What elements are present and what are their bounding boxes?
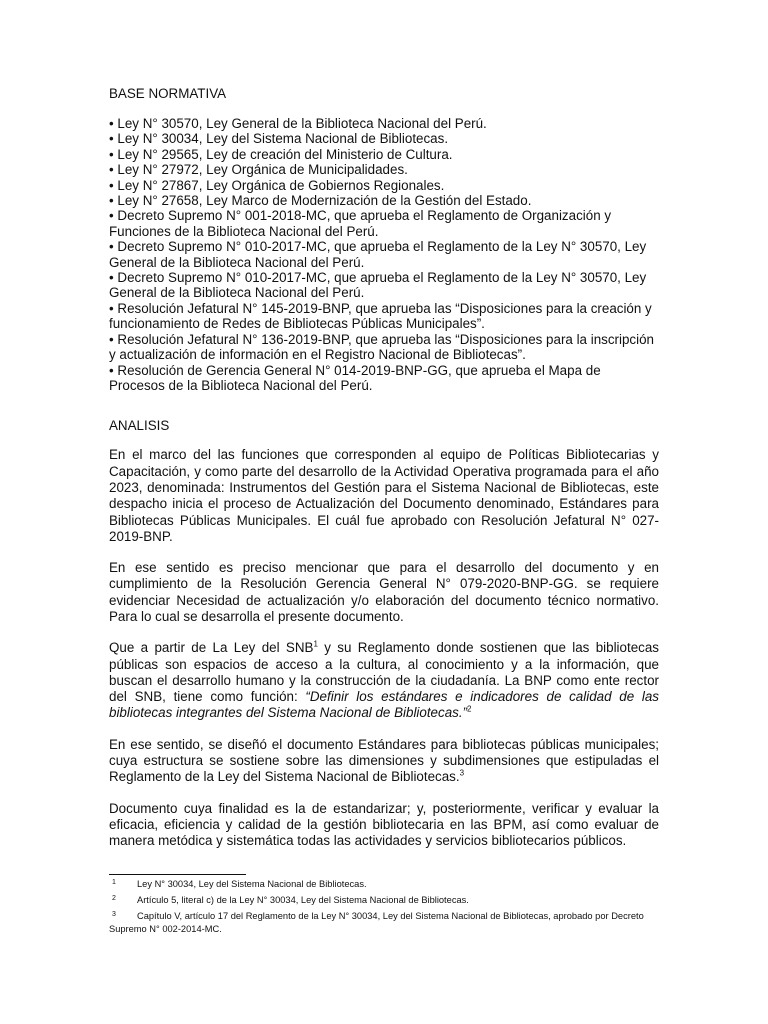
footnote-number: 2 xyxy=(112,895,116,902)
paragraph-text: y su Reglamento donde sostienen que las bibliotecas públicas son espacios de acceso a la cultura, al conocimiento y a la información, que buscan el desarrollo humano y la construcción de la ciudadanía. La BNP como ente rector del SNB, tiene como función: xyxy=(109,640,659,705)
footnote-divider xyxy=(109,874,246,875)
footnote-2 xyxy=(109,894,649,907)
list-item: • Resolución de Gerencia General N° 014-2019-BNP-GG, que aprueba el Mapa de Procesos de la Biblioteca Nacional del Perú. xyxy=(109,362,601,393)
list-item: • Ley N° 27658, Ley Marco de Modernización de la Gestión del Estado. xyxy=(109,193,532,209)
footnote-ref-2: 2 xyxy=(467,705,472,714)
document-body xyxy=(109,86,659,850)
legal-basis-list xyxy=(109,116,659,393)
analysis-section xyxy=(109,418,659,849)
list-item: • Resolución Jefatural N° 145-2019-BNP, que aprueba las “Disposiciones para la creación y funcionamiento de Redes de Bibliotecas Públicas Municipales”. xyxy=(109,300,652,332)
footnote-1 xyxy=(109,878,649,891)
list-item: • Ley N° 27972, Ley Orgánica de Municipalidades. xyxy=(109,162,408,178)
section-heading-base-normativa: BASE NORMATIVA xyxy=(109,86,227,101)
footnote-text: Artículo 5, literal c) de la Ley N° 30034, Ley del Sistema Nacional de Bibliotecas. xyxy=(137,895,469,905)
footnote-text: Ley N° 30034, Ley del Sistema Nacional de Bibliotecas. xyxy=(137,879,367,889)
list-item: • Ley N° 30570, Ley General de la Biblioteca Nacional del Perú. xyxy=(109,116,487,131)
list-item: • Decreto Supremo N° 010-2017-MC, que aprueba el Reglamento de la Ley N° 30570, Ley General de la Biblioteca Nacional del Perú. xyxy=(109,270,647,301)
italic-quote: “Definir los estándares e indicadores de calidad de las bibliotecas integrantes del Sistema Nacional de Bibliotecas.” xyxy=(109,689,659,721)
list-item: • Resolución Jefatural N° 136-2019-BNP, que aprueba las “Disposiciones para la inscripción y actualización de información en el Registro Nacional de Bibliotecas”. xyxy=(109,331,654,363)
footnote-ref-3: 3 xyxy=(459,768,465,778)
section-heading-analisis: ANALISIS xyxy=(109,418,170,434)
footnote-number: 1 xyxy=(112,879,116,886)
footnote-3 xyxy=(109,910,649,936)
list-item: • Decreto Supremo N° 001-2018-MC, que aprueba el Reglamento de Organización y Funciones de la Biblioteca Nacional del Perú. xyxy=(109,208,612,239)
analysis-paragraph-3 xyxy=(109,640,659,721)
footnote-number: 3 xyxy=(112,911,116,918)
list-item: • Ley N° 27867, Ley Orgánica de Gobiernos Regionales. xyxy=(109,177,445,193)
paragraph-text: En ese sentido, se diseñó el documento Estándares para bibliotecas públicas municipales; cuya estructura se sostiene sobre las dimensiones y subdimensiones que estipuladas el Reglamento de la Ley del Sistema Nacional de Bibliotecas. xyxy=(109,736,659,785)
footnote-ref-1: 1 xyxy=(313,639,318,649)
analysis-paragraph-5: Documento cuya finalidad es la de estandarizar; y, posteriormente, verificar y evaluar la eficacia, eficiencia y calidad de la gestión bibliotecaria en las BPM, así como evaluar de manera metódica y sistemática todas las actividades y servicios bibliotecarios públicos. xyxy=(109,800,659,849)
list-item: • Ley N° 29565, Ley de creación del Ministerio de Cultura. xyxy=(109,146,453,162)
paragraph-text: Que a partir de La Ley del SNB xyxy=(109,640,314,656)
analysis-paragraph-1: En el marco del las funciones que corresponden al equipo de Políticas Bibliotecarias y Capacitación, y como parte del desarrollo de la Actividad Operativa programada para el año 2023, denominada: Instrumentos del Gestión para el Sistema Nacional de Bibliotecas, este despacho inicia el proceso de Actualización del Documento denominado, Estándares para Bibliotecas Públicas Municipales. El cuál fue aprobado con Resolución Jefatural N° 027-2019-BNP. xyxy=(109,447,659,544)
list-item: • Decreto Supremo N° 010-2017-MC, que aprueba el Reglamento de la Ley N° 30570, Ley General de la Biblioteca Nacional del Perú. xyxy=(109,239,647,270)
analysis-paragraph-2: En ese sentido es preciso mencionar que para el desarrollo del documento y en cumplimiento de la Resolución Gerencia General N° 079-2020-BNP-GG. se requiere evidenciar Necesidad de actualización y/o elaboración del documento técnico normativo. Para lo cual se desarrolla el presente documento. xyxy=(109,560,659,624)
footnotes xyxy=(109,874,649,936)
footnote-text: Capítulo V, artículo 17 del Reglamento de la Ley N° 30034, Ley del Sistema Nacional de Bibliotecas, aprobado por Decreto Supremo N° 002-2014-MC. xyxy=(109,911,644,934)
list-item: • Ley N° 30034, Ley del Sistema Nacional de Bibliotecas. xyxy=(109,131,449,147)
analysis-paragraph-4 xyxy=(109,737,659,786)
